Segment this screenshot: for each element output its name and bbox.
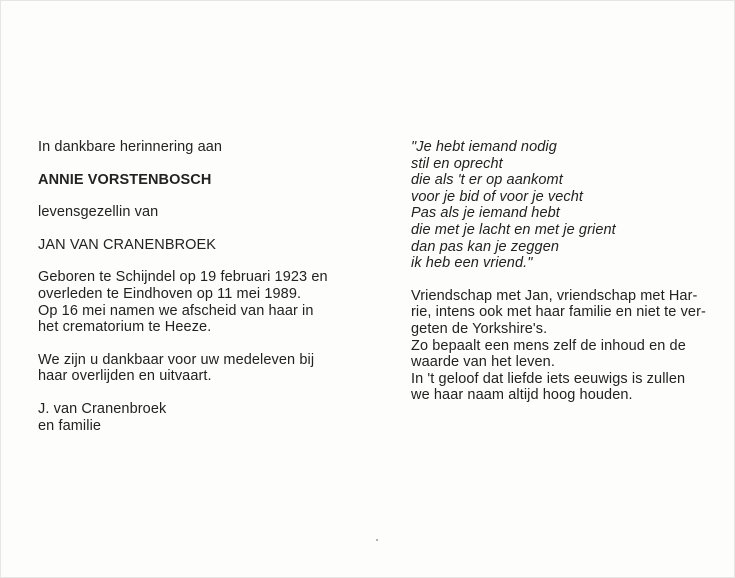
bio-line: overleden te Eindhoven op 11 mei 1989.	[38, 285, 302, 302]
bio-line: Geboren te Schijndel op 19 februari 1923 en	[38, 269, 328, 286]
left-column	[38, 139, 353, 434]
tribute-line: Zo bepaalt een mens zelf de inhoud en de	[411, 337, 686, 354]
thanks-paragraph	[38, 352, 353, 385]
poem-line: dan pas kan je zeggen	[411, 238, 560, 255]
poem-line: die als 't er op aankomt	[411, 172, 563, 189]
thanks-line: We zijn u dankbaar voor uw medeleven bij	[38, 351, 315, 368]
right-column	[411, 139, 711, 404]
signature-line: J. van Cranenbroek	[38, 400, 167, 417]
signature	[38, 401, 353, 434]
deceased-name: ANNIE VORSTENBOSCH	[38, 171, 212, 188]
poem-line: stil en oprecht	[411, 155, 503, 172]
thanks-line: haar overlijden en uitvaart.	[38, 368, 212, 385]
tribute-line: waarde van het leven.	[411, 354, 555, 371]
bio-paragraph	[38, 269, 353, 335]
poem-line: Pas als je iemand hebt	[411, 205, 560, 222]
tribute-line: In 't geloof dat liefde iets eeuwigs is zullen	[411, 370, 686, 387]
tribute-line: Vriendschap met Jan, vriendschap met Har-	[411, 287, 698, 304]
poem	[411, 139, 711, 272]
tribute-paragraph	[411, 288, 711, 404]
poem-line: voor je bid of voor je vecht	[411, 188, 584, 205]
intro-text: In dankbare herinnering aan	[38, 139, 223, 155]
poem-line: die met je lacht en met je grient	[411, 221, 616, 238]
relation-text: levensgezellin van	[38, 204, 159, 221]
tribute-line: geten de Yorkshire's.	[411, 320, 548, 337]
poem-line: ik heb een vriend."	[411, 255, 533, 272]
bio-line: het crematorium te Heeze.	[38, 319, 212, 336]
tribute-line: we haar naam altijd hoog houden.	[411, 387, 633, 404]
tribute-line: rie, intens ook met haar familie en niet te ver-	[411, 304, 706, 321]
bio-line: Op 16 mei namen we afscheid van haar in	[38, 302, 314, 319]
poem-line: "Je hebt iemand nodig	[411, 139, 557, 155]
signature-line: en familie	[38, 417, 102, 434]
print-speck	[376, 539, 378, 541]
partner-name: JAN VAN CRANENBROEK	[38, 236, 217, 253]
